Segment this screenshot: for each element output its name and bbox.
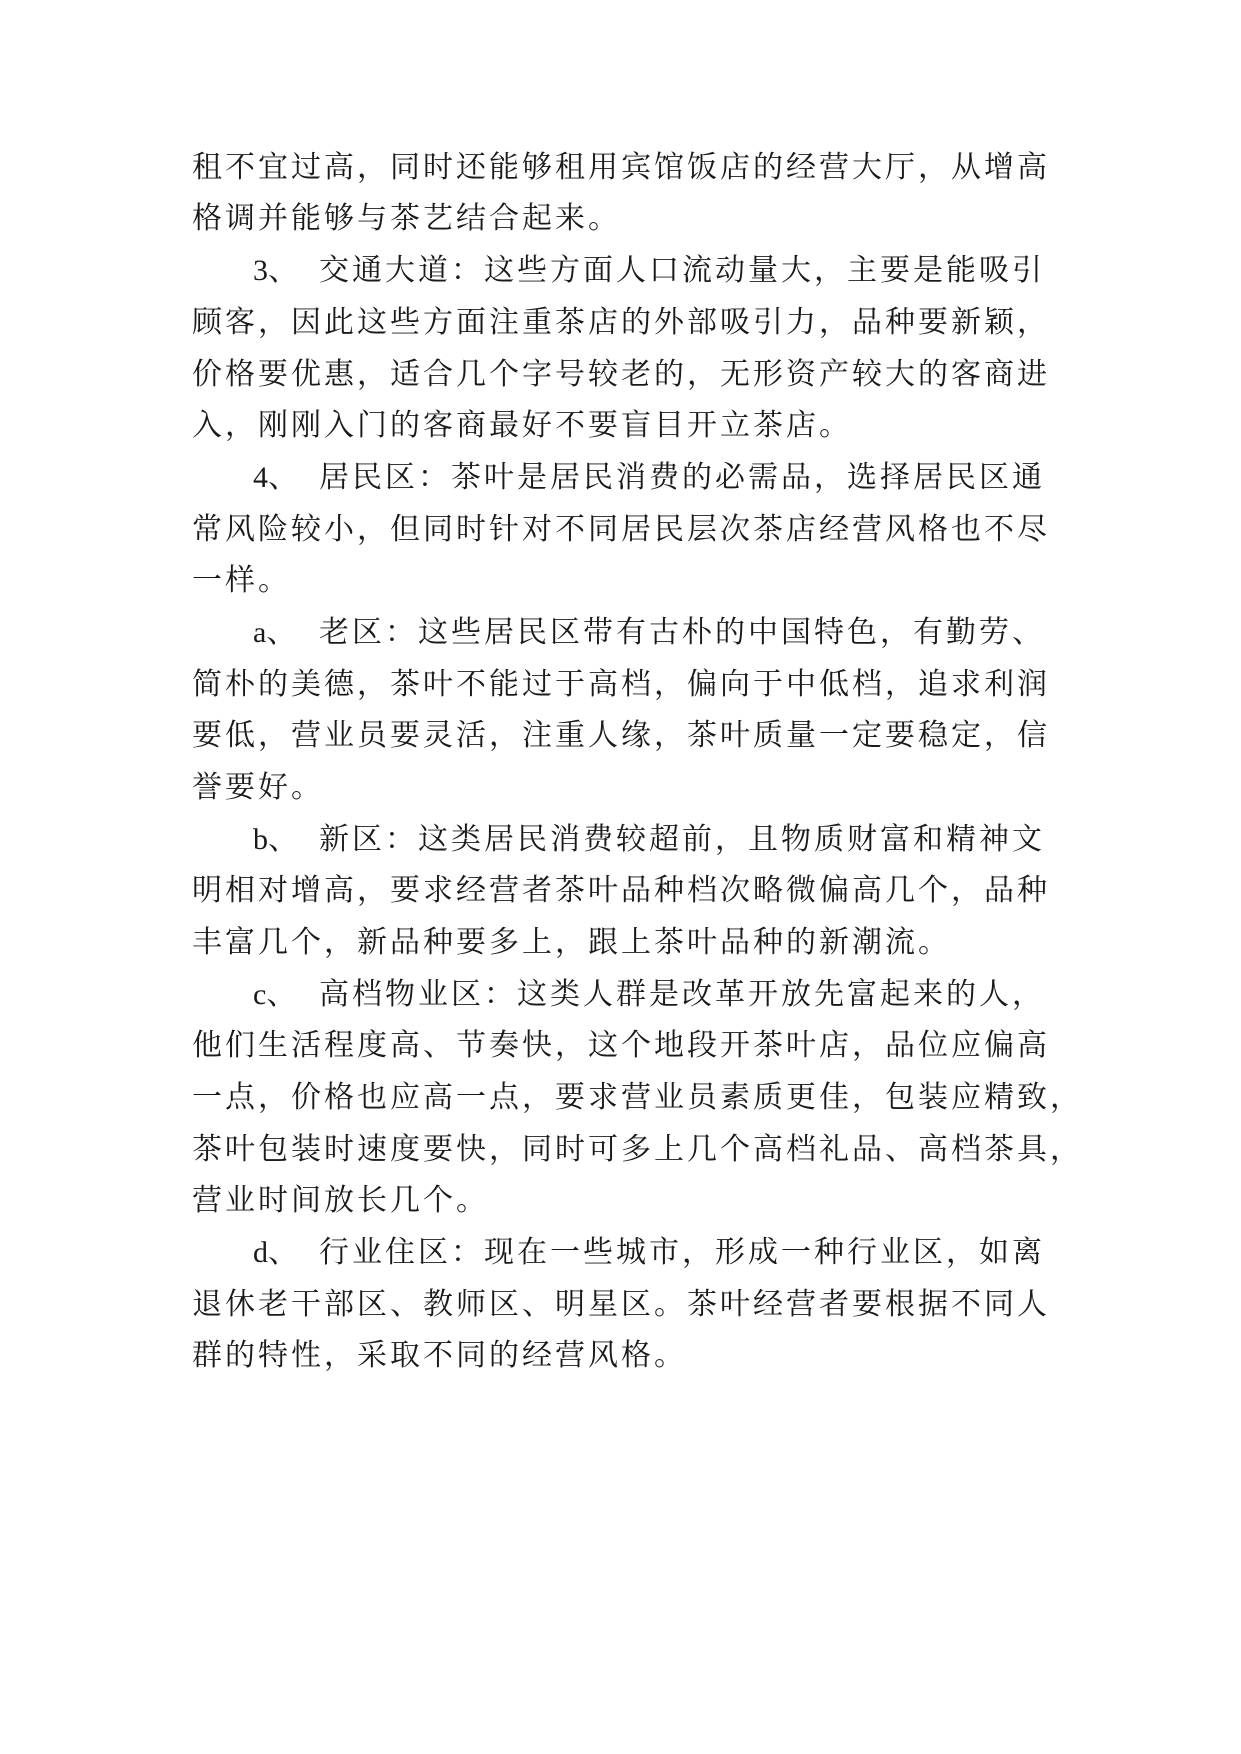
text-line: 明相对增高，要求经营者茶叶品种档次略微偏高几个，品种 — [192, 873, 1050, 908]
list-item-first-line — [253, 975, 1045, 1015]
text-line: 誉要好。 — [192, 770, 324, 805]
text-line: 他们生活程度高、节奏快，这个地段开茶叶店，品位应偏高 — [192, 1028, 1050, 1063]
list-item-first-line — [253, 1233, 1045, 1273]
list-marker: 3、 — [253, 254, 298, 287]
text-line: 价格要优惠，适合几个字号较老的，无形资产较大的客商进 — [192, 357, 1050, 392]
list-marker: 4、 — [253, 461, 298, 494]
list-item-first-line — [253, 458, 1045, 498]
text-line: 居民区：茶叶是居民消费的必需品，选择居民区通 — [319, 460, 1045, 495]
text-line: 租不宜过高，同时还能够租用宾馆饭店的经营大厅，从增高 — [192, 150, 1050, 185]
text-line: 营业时间放长几个。 — [192, 1183, 489, 1218]
list-marker: b、 — [253, 823, 298, 856]
text-line: 要低，营业员要灵活，注重人缘，茶叶质量一定要稳定，信 — [192, 718, 1050, 753]
text-line: 一样。 — [192, 563, 291, 598]
list-item-first-line — [253, 820, 1045, 860]
list-marker: a、 — [253, 616, 297, 649]
text-line: 入，刚刚入门的客商最好不要盲目开立茶店。 — [192, 408, 852, 443]
list-item-first-line — [253, 251, 1045, 291]
text-line: 茶叶包装时速度要快，同时可多上几个高档礼品、高档茶具， — [192, 1132, 1083, 1167]
list-item-first-line — [253, 613, 1045, 653]
text-line: 丰富几个，新品种要多上，跟上茶叶品种的新潮流。 — [192, 925, 951, 960]
text-line: 格调并能够与茶艺结合起来。 — [192, 201, 621, 236]
text-line: 交通大道：这些方面人口流动量大，主要是能吸引 — [319, 253, 1045, 288]
text-line: 高档物业区：这类人群是改革开放先富起来的人， — [319, 977, 1045, 1012]
text-line: 常风险较小，但同时针对不同居民层次茶店经营风格也不尽 — [192, 512, 1050, 547]
text-line: 行业住区：现在一些城市，形成一种行业区，如离 — [319, 1235, 1045, 1270]
text-line: 老区：这些居民区带有古朴的中国特色，有勤劳、 — [319, 615, 1045, 650]
text-line: 简朴的美德，茶叶不能过于高档，偏向于中低档，追求利润 — [192, 667, 1050, 702]
text-line: 群的特性，采取不同的经营风格。 — [192, 1338, 687, 1373]
text-line: 一点，价格也应高一点，要求营业员素质更佳，包装应精致， — [192, 1080, 1083, 1115]
text-line: 顾客，因此这些方面注重茶店的外部吸引力，品种要新颖， — [192, 305, 1050, 340]
list-marker: d、 — [253, 1236, 298, 1269]
text-line: 新区：这类居民消费较超前，且物质财富和精神文 — [319, 822, 1045, 857]
list-marker: c、 — [253, 978, 297, 1011]
text-line: 退休老干部区、教师区、明星区。茶叶经营者要根据不同人 — [192, 1287, 1050, 1322]
